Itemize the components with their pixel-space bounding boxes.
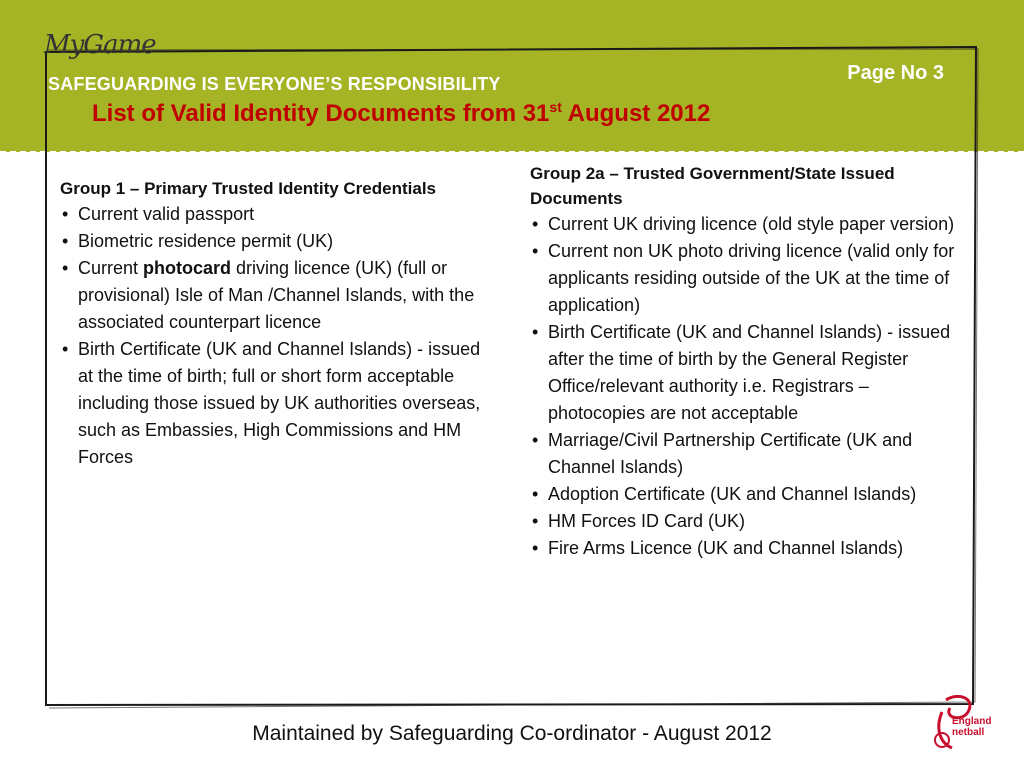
tagline: SAFEGUARDING IS EVERYONE’S RESPONSIBILITY [48,74,501,94]
item-suffix: driving licence (UK) (full or provisional) Isle of Man /Channel Islands, with the associated counterpart licence [78,258,475,332]
group1-list [60,201,485,471]
list-item: • Current UK driving licence (old style paper version) [530,211,965,238]
group1-heading: Group 1 – Primary Trusted Identity Credentials [60,179,436,198]
page-title [92,100,710,128]
brand-text [952,716,991,738]
list-item: • Current valid passport [60,201,485,228]
title-main: List of Valid Identity Documents from 31 [92,100,550,127]
group1-column [60,176,485,471]
list-item: • HM Forces ID Card (UK) [530,508,965,535]
brand-line1: England [952,716,992,727]
item-prefix: Current [78,258,144,278]
footer-text: Maintained by Safeguarding Co-ordinator - August 2012 [252,722,772,745]
list-item: • Birth Certificate (UK and Channel Islands) - issued at the time of birth; full or short form acceptable including those issued by UK authorities overseas, such as Embassies, High Commissions and HM Forces [60,336,485,471]
brand-line2: netball [952,727,985,738]
title-end: August 2012 [561,100,711,127]
group2-heading: Group 2a – Trusted Government/State Issued Documents [530,164,895,208]
group2-list [530,211,965,562]
list-item: • Current non UK photo driving licence (valid only for applicants residing outside of the UK at the time of application) [530,238,965,319]
group2-column [530,161,965,562]
mygame-logo: MyGame [44,30,156,60]
title-superscript: st [549,99,562,115]
list-item [60,255,485,336]
list-item: • Adoption Certificate (UK and Channel Islands) [530,481,965,508]
list-item: • Fire Arms Licence (UK and Channel Islands) [530,535,965,562]
list-item: • Birth Certificate (UK and Channel Islands) - issued after the time of birth by the General Register Office/relevant authority i.e. Registrars – photocopies are not acceptable [530,319,965,427]
header-dashed-line [0,151,1024,153]
page-number: Page No 3 [847,62,944,84]
item-emphasis: photocard [143,258,232,278]
list-item: • Marriage/Civil Partnership Certificate (UK and Channel Islands) [530,427,965,481]
list-item: • Biometric residence permit (UK) [60,228,485,255]
